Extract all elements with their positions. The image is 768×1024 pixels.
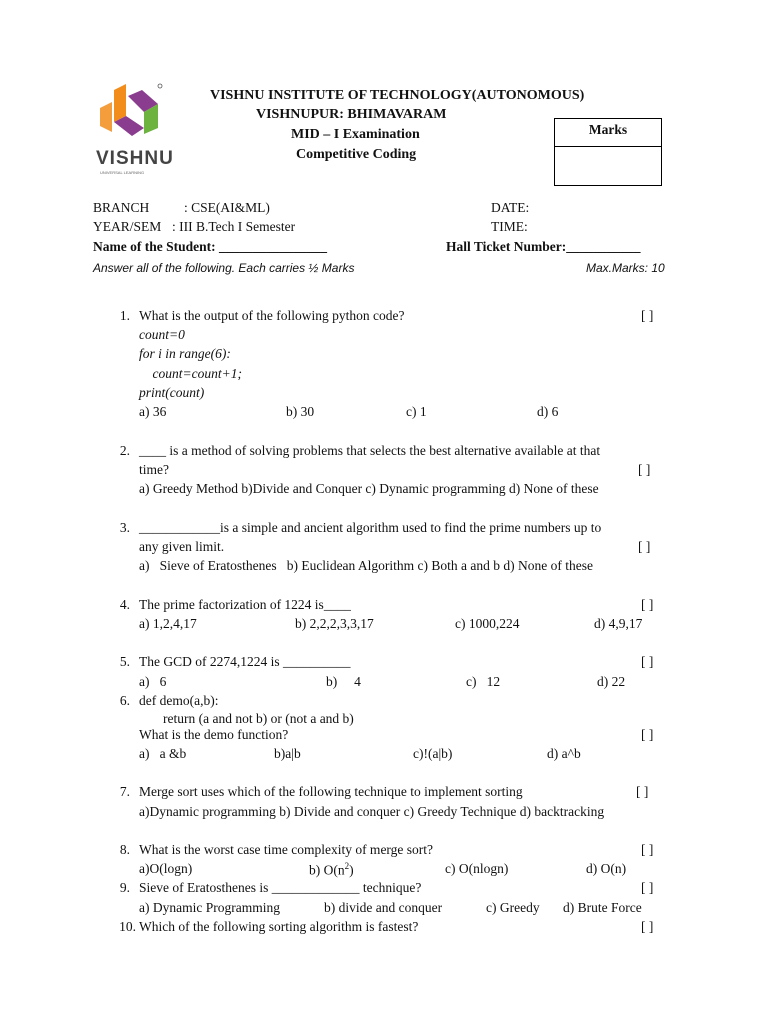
q3-text-cont: any given limit. xyxy=(139,539,225,554)
q5-option-c: c) 12 xyxy=(466,674,501,689)
q1-option-a: a) 36 xyxy=(139,404,167,419)
q2-options: a) Greedy Method b)Divide and Conquer c) Dynamic programming d) None of these xyxy=(139,481,599,496)
q8-option-b-base: b) O(n xyxy=(309,862,345,878)
exam-name: MID – I Examination xyxy=(291,127,420,142)
q1-option-d: d) 6 xyxy=(537,404,559,419)
q1-code-line: count=count+1; xyxy=(139,366,242,381)
subject-name: Competitive Coding xyxy=(296,147,417,162)
student-name-field: Name of the Student: ________________ xyxy=(93,239,327,254)
q4-option-d: d) 4,9,17 xyxy=(594,616,643,631)
q5-option-a: a) 6 xyxy=(139,674,167,689)
logo-wordmark: VISHNU xyxy=(96,148,174,169)
q8-option-a: a)O(logn) xyxy=(139,861,193,876)
branch-label: BRANCH xyxy=(93,200,150,215)
q5-option-b: b) 4 xyxy=(326,674,361,689)
q6-answer-bracket: [ ] xyxy=(641,727,654,742)
q3-number: 3. xyxy=(119,520,130,535)
q2-answer-bracket: [ ] xyxy=(638,462,651,477)
q10-answer-bracket: [ ] xyxy=(641,919,654,934)
q10-text: Which of the following sorting algorithm is fastest? xyxy=(139,919,419,934)
q1-code-line: for i in range(6): xyxy=(139,346,231,361)
q5-number: 5. xyxy=(119,654,130,669)
institute-logo xyxy=(92,82,180,178)
q1-text: What is the output of the following python code? xyxy=(139,308,405,323)
max-marks: Max.Marks: 10 xyxy=(586,261,665,275)
q9-text: Sieve of Eratosthenes is _____________ technique? xyxy=(139,880,422,895)
q8-answer-bracket: [ ] xyxy=(641,842,654,857)
q9-option-c: c) Greedy xyxy=(486,900,540,915)
q5-answer-bracket: [ ] xyxy=(641,654,654,669)
branch-value: : CSE(AI&ML) xyxy=(184,200,270,215)
vishnu-logo-icon xyxy=(92,82,180,152)
marks-box xyxy=(554,118,662,186)
q8-option-d: d) O(n) xyxy=(586,861,627,876)
q6-option-a: a) a &b xyxy=(139,746,187,761)
q8-option-b-close: ) xyxy=(349,862,354,878)
q10-number: 10. xyxy=(119,919,136,934)
q5-option-d: d) 22 xyxy=(597,674,626,689)
q3-text: ____________is a simple and ancient algorithm used to find the prime numbers up to xyxy=(139,520,602,535)
yearsem-value: : III B.Tech I Semester xyxy=(172,219,296,234)
q8-option-b xyxy=(309,861,354,879)
q8-option-c: c) O(nlogn) xyxy=(445,861,509,876)
instructions-text: Answer all of the following. Each carries ½ Marks xyxy=(93,261,355,275)
q9-option-b: b) divide and conquer xyxy=(324,900,443,915)
q7-answer-bracket: [ ] xyxy=(636,784,649,799)
q5-text: The GCD of 2274,1224 is __________ xyxy=(139,654,351,669)
q6-option-b: b)a|b xyxy=(274,746,301,761)
q7-options: a)Dynamic programming b) Divide and conquer c) Greedy Technique d) backtracking xyxy=(139,804,605,819)
q2-text-cont: time? xyxy=(139,462,169,477)
q4-text: The prime factorization of 1224 is____ xyxy=(139,597,351,612)
q4-answer-bracket: [ ] xyxy=(641,597,654,612)
q7-number: 7. xyxy=(119,784,130,799)
q8-text: What is the worst case time complexity of merge sort? xyxy=(139,842,434,857)
q1-option-c: c) 1 xyxy=(406,404,427,419)
q1-code-line: count=0 xyxy=(139,327,185,342)
q4-option-c: c) 1000,224 xyxy=(455,616,520,631)
hall-ticket-field: Hall Ticket Number:___________ xyxy=(446,239,641,254)
q2-number: 2. xyxy=(119,443,130,458)
q8-number: 8. xyxy=(119,842,130,857)
q3-options: a) Sieve of Eratosthenes b) Euclidean Algorithm c) Both a and b d) None of these xyxy=(139,558,593,573)
date-label: DATE: xyxy=(491,200,530,215)
q9-answer-bracket: [ ] xyxy=(641,880,654,895)
time-label: TIME: xyxy=(491,219,528,234)
q9-option-a: a) Dynamic Programming xyxy=(139,900,280,915)
q6-code-line: return (a and not b) or (not a and b) xyxy=(163,711,354,726)
q6-number: 6. xyxy=(119,693,130,708)
q9-number: 9. xyxy=(119,880,130,895)
q4-number: 4. xyxy=(119,597,130,612)
logo-tagline: UNIVERSAL LEARNING xyxy=(100,170,145,175)
q9-option-d: d) Brute Force xyxy=(563,900,642,915)
q1-code-line: print(count) xyxy=(139,385,205,400)
q1-answer-bracket: [ ] xyxy=(641,308,654,323)
q4-option-b: b) 2,2,2,3,3,17 xyxy=(295,616,374,631)
q3-answer-bracket: [ ] xyxy=(638,539,651,554)
q4-option-a: a) 1,2,4,17 xyxy=(139,616,197,631)
q6-text-cont: What is the demo function? xyxy=(139,727,289,742)
q1-option-b: b) 30 xyxy=(286,404,315,419)
q8-option-b-exponent: 2 xyxy=(344,861,350,871)
institute-location: VISHNUPUR: BHIMAVARAM xyxy=(256,107,447,122)
yearsem-label: YEAR/SEM xyxy=(93,219,162,234)
marks-label: Marks xyxy=(588,122,628,137)
q2-text: ____ is a method of solving problems that selects the best alternative available at that xyxy=(139,443,601,458)
q6-option-d: d) a^b xyxy=(547,746,581,761)
institute-name: VISHNU INSTITUTE OF TECHNOLOGY(AUTONOMOUS) xyxy=(210,88,585,103)
marks-divider xyxy=(555,146,661,147)
q7-text: Merge sort uses which of the following technique to implement sorting xyxy=(139,784,523,799)
q6-option-c: c)!(a|b) xyxy=(413,746,453,761)
q1-number: 1. xyxy=(119,308,130,323)
q6-text: def demo(a,b): xyxy=(139,693,219,708)
